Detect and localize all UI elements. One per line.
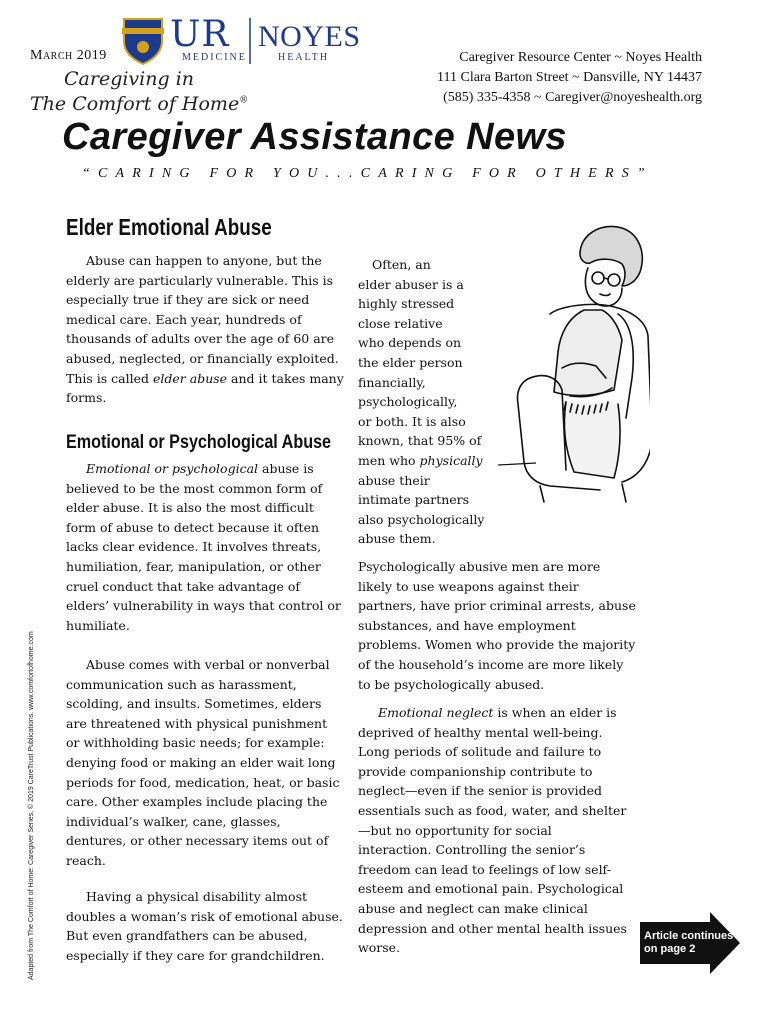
paragraph-verbal-abuse: Abuse comes with verbal or nonverbal communication such as harassment, scolding, and insults. Sometimes, elders are threatened with physical punishment or withholding basic needs; for example: denying food or making an elder wait long periods for food, medication, heat, or basic care. Other examples include placing the individual’s walker, cane, glasses, dentures, or other necessary items out of reach. (66, 657, 340, 868)
contact-block (437, 48, 702, 108)
contact-phone-email: (585) 335-4358 ~ Caregiver@noyeshealth.org (443, 90, 702, 105)
contact-address: 111 Clara Barton Street ~ Dansville, NY 14437 (437, 70, 702, 85)
tagline: “CARING FOR YOU...CARING FOR OTHERS” (82, 166, 653, 181)
illustration-pointer-line (498, 455, 538, 475)
logo-ur-text: UR (170, 14, 230, 55)
continues-page: on page 2 (644, 943, 696, 955)
article-continues-link[interactable] (640, 912, 740, 974)
issue-date: March 2019 (30, 48, 107, 63)
paragraph-psych-definition: Emotional or psychological abuse is believed to be the most common form of elder abuse. It is also the most difficult form of abuse to detect because it often lacks clear evidence. It involves threats, humiliation, fear, manipulation, or other cruel conduct that take advantage of elders’ vulnerability in ways that control or humiliate. (66, 461, 341, 633)
contact-org: Caregiver Resource Center ~ Noyes Health (459, 50, 702, 65)
brand-line-1: Caregiving in (64, 68, 194, 90)
continues-label: Article continues (644, 930, 734, 942)
ur-noyes-logo (122, 16, 374, 66)
paragraph-disability: Having a physical disability almost doubles a woman’s risk of emotional abuse. But even grandfathers can be abused, especially if they care for grandchildren. (66, 889, 343, 963)
side-credit: Adapted from The Comfort of Home: Caregiver Series, © 2019 CareTrust Publications. www.comfortofhome.com (28, 631, 35, 980)
logo-medicine-text: MEDICINE (182, 52, 247, 63)
neglect-paragraph: Emotional neglect is when an elder is deprived of healthy mental well-being. Long periods of solitude and failure to provide companionship contribute to neglect—even if the senior is provided essentials such as food, water, and shelter—but no opportunity for social interaction. Controlling the senior’s freedom can lead to feelings of low self-esteem and emotional pain. Psychological abuse and neglect can make clinical depression and other mental health issues worse. (358, 705, 627, 956)
abuser-paragraph: Often, an elder abuser is a highly stressed close relative who depends on the elder person financially, psychologically, or both. It is also known, that 95% of men who physically abuse their intimate partners also psychologically abuse them. (358, 257, 485, 547)
intro-paragraph: Abuse can happen to anyone, but the elderly are particularly vulnerable. This is especially true if they are sick or need medical care. Each year, hundreds of thousands of adults over the age of 60 are abused, neglected, or financially exploited. This is called elder abuse and it takes many forms. (66, 253, 344, 406)
article-title: Elder Emotional Abuse (66, 214, 272, 240)
newsletter-title: Caregiver Assistance News (62, 116, 567, 158)
brand-line-2: The Comfort of Home® (30, 93, 249, 115)
logo-noyes-text: NOYES (258, 20, 361, 53)
psych-abusers-paragraph: Psychologically abusive men are more likely to use weapons against their partners, have prior criminal arrests, abuse substances, and have employment problems. Women who provide the majority of the household’s income are more likely to be psychologically abused. (358, 559, 636, 692)
logo-health-text: HEALTH (278, 52, 330, 63)
section-title: Emotional or Psychological Abuse (66, 432, 332, 453)
